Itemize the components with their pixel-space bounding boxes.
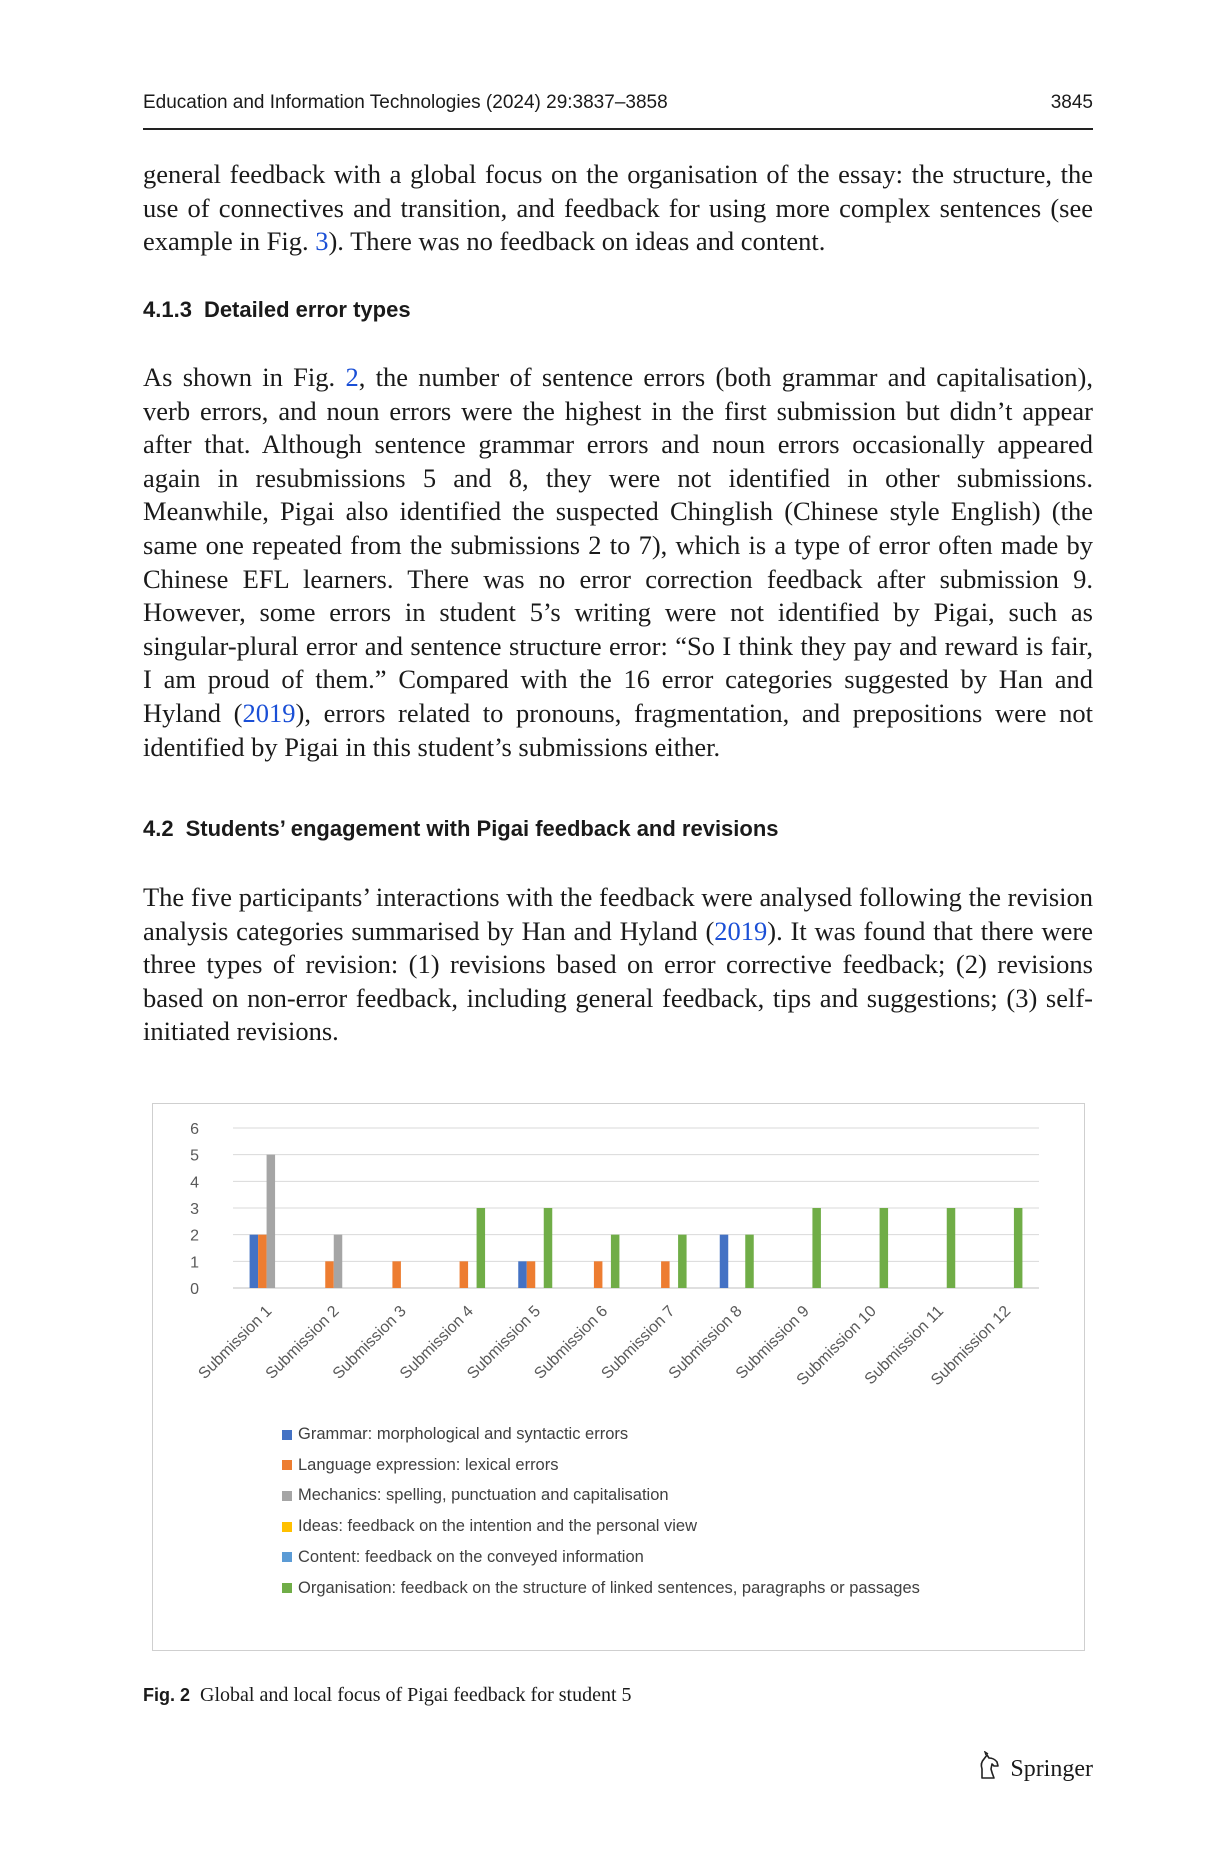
bar bbox=[1014, 1208, 1023, 1288]
figure-label: Fig. 2 bbox=[143, 1685, 191, 1705]
x-tick-label: Submission 4 bbox=[396, 1302, 477, 1383]
bar bbox=[325, 1261, 334, 1288]
bar bbox=[880, 1208, 889, 1288]
x-tick-label: Submission 5 bbox=[464, 1302, 545, 1383]
bar bbox=[678, 1235, 687, 1288]
bar bbox=[334, 1235, 343, 1288]
figure-caption bbox=[143, 1684, 632, 1707]
x-tick-label: Submission 7 bbox=[598, 1302, 679, 1383]
bar bbox=[267, 1155, 276, 1288]
legend-label: Content: feedback on the conveyed information bbox=[298, 1547, 644, 1566]
figure-link[interactable]: 2 bbox=[345, 362, 359, 392]
paragraph-text: The five participants’ interactions with the feedback were analysed following the revision analysis categories summarised by Han and Hyland ( bbox=[143, 882, 1093, 946]
x-tick-label: Submission 10 bbox=[793, 1302, 880, 1390]
bar bbox=[477, 1208, 486, 1288]
paragraph-text: general feedback with a global focus on the organisation of the essay: the structure, the use of connectives and transition, and feedback for using more complex sentences (see example in Fig. bbox=[143, 159, 1093, 257]
section-heading-4-1-3 bbox=[143, 297, 411, 323]
legend-label: Language expression: lexical errors bbox=[298, 1455, 559, 1474]
figure-link[interactable]: 3 bbox=[315, 226, 329, 257]
running-head bbox=[143, 92, 1093, 130]
bar bbox=[720, 1235, 729, 1288]
section-number: 4.1.3 bbox=[143, 297, 192, 322]
legend-label: Organisation: feedback on the structure of linked sentences, paragraphs or passages bbox=[298, 1578, 920, 1597]
springer-horse-icon bbox=[976, 1751, 1002, 1788]
y-tick-label: 0 bbox=[190, 1281, 199, 1298]
y-tick-label: 1 bbox=[190, 1254, 199, 1272]
legend-swatch bbox=[282, 1460, 292, 1470]
paragraph-text: ), errors related to pronouns, fragmentation, and prepositions were not identified by Pigai in this student’s submissions either. bbox=[143, 697, 1093, 762]
paragraph-text: ). There was no feedback on ideas and content. bbox=[328, 226, 826, 257]
legend-swatch bbox=[282, 1583, 292, 1593]
x-tick-label: Submission 2 bbox=[262, 1302, 343, 1383]
journal-citation: Education and Information Technologies (2024) 29:3837–3858 bbox=[143, 92, 668, 113]
section-number: 4.2 bbox=[143, 816, 174, 841]
bar bbox=[594, 1261, 603, 1288]
legend-label: Ideas: feedback on the intention and the personal view bbox=[298, 1517, 698, 1536]
publisher-footer bbox=[976, 1751, 1093, 1788]
bar-chart bbox=[153, 1104, 1084, 1650]
bar bbox=[661, 1261, 670, 1288]
y-tick-label: 3 bbox=[190, 1201, 199, 1218]
bar bbox=[947, 1208, 956, 1288]
bar bbox=[812, 1208, 821, 1288]
paragraph-text: As shown in Fig. bbox=[143, 362, 346, 392]
legend-entry bbox=[282, 1486, 669, 1505]
section-title: Detailed error types bbox=[203, 297, 411, 322]
paragraph-error-types bbox=[143, 361, 1093, 764]
x-tick-label: Submission 6 bbox=[531, 1302, 612, 1383]
legend-entry bbox=[282, 1425, 628, 1444]
bar bbox=[527, 1261, 536, 1288]
bar bbox=[745, 1235, 754, 1288]
legend-entry bbox=[282, 1548, 644, 1567]
legend-entry bbox=[282, 1517, 697, 1536]
publisher-name: Springer bbox=[1010, 1756, 1093, 1782]
bar bbox=[392, 1261, 401, 1288]
paragraph-general-feedback bbox=[143, 158, 1093, 259]
x-tick-label: Submission 11 bbox=[861, 1302, 948, 1389]
x-tick-label: Submission 12 bbox=[928, 1302, 1015, 1390]
figure-caption-text: Global and local focus of Pigai feedback for student 5 bbox=[200, 1684, 632, 1706]
bar bbox=[611, 1235, 620, 1288]
bar bbox=[544, 1208, 553, 1288]
bar bbox=[518, 1261, 527, 1288]
legend-swatch bbox=[282, 1522, 292, 1532]
figure-2 bbox=[152, 1103, 1085, 1651]
bar bbox=[250, 1235, 259, 1288]
y-tick-label: 2 bbox=[190, 1227, 199, 1245]
legend-swatch bbox=[282, 1491, 292, 1501]
paragraph-text: ). It was found that there were three types of revision: (1) revisions based on error corrective feedback; (2) revisions based on non-error feedback, including general feedback, tips and suggestions; (3) self-initiated revisions. bbox=[143, 915, 1093, 1047]
legend-entry bbox=[282, 1456, 558, 1475]
legend-label: Mechanics: spelling, punctuation and capitalisation bbox=[298, 1486, 669, 1505]
x-tick-label: Submission 3 bbox=[329, 1302, 410, 1383]
citation-link[interactable]: 2019 bbox=[242, 697, 296, 728]
bar bbox=[460, 1261, 469, 1288]
legend-label: Grammar: morphological and syntactic errors bbox=[298, 1425, 629, 1443]
paragraph-text: , the number of sentence errors (both grammar and capitalisation), verb errors, and noun errors were the highest in the first submission but didn’t appear after that. Although sentence grammar errors and noun errors occasionally appeared again in resubmissions 5 and 8, they were not identified in other submissions. Meanwhile, Pigai also identified the suspected Chinglish (Chinese style English) (the same one repeated from the submissions 2 to 7), which is a type of error often made by Chinese EFL learners. There was no error correction feedback after submission 9. However, some errors in student 5’s writing were not identified by Pigai, such as singular-plural error and sentence structure error: “So I think they pay and reward is fair, I am proud of them.” Compared with the 16 error categories suggested by Han and Hyland ( bbox=[143, 362, 1093, 728]
legend-swatch bbox=[282, 1430, 292, 1440]
legend-entry bbox=[282, 1579, 920, 1598]
section-title: Students’ engagement with Pigai feedback and revisions bbox=[185, 816, 779, 841]
legend-swatch bbox=[282, 1552, 292, 1562]
y-tick-label: 6 bbox=[190, 1121, 199, 1138]
bar bbox=[258, 1235, 267, 1288]
section-heading-4-2 bbox=[143, 816, 779, 842]
citation-link[interactable]: 2019 bbox=[714, 915, 768, 946]
paragraph-engagement bbox=[143, 881, 1093, 1049]
x-tick-label: Submission 9 bbox=[732, 1302, 813, 1383]
y-tick-label: 4 bbox=[190, 1174, 199, 1192]
y-tick-label: 5 bbox=[190, 1147, 199, 1165]
x-tick-label: Submission 8 bbox=[665, 1302, 746, 1383]
x-tick-label: Submission 1 bbox=[195, 1302, 276, 1383]
page-number: 3845 bbox=[1050, 92, 1093, 113]
